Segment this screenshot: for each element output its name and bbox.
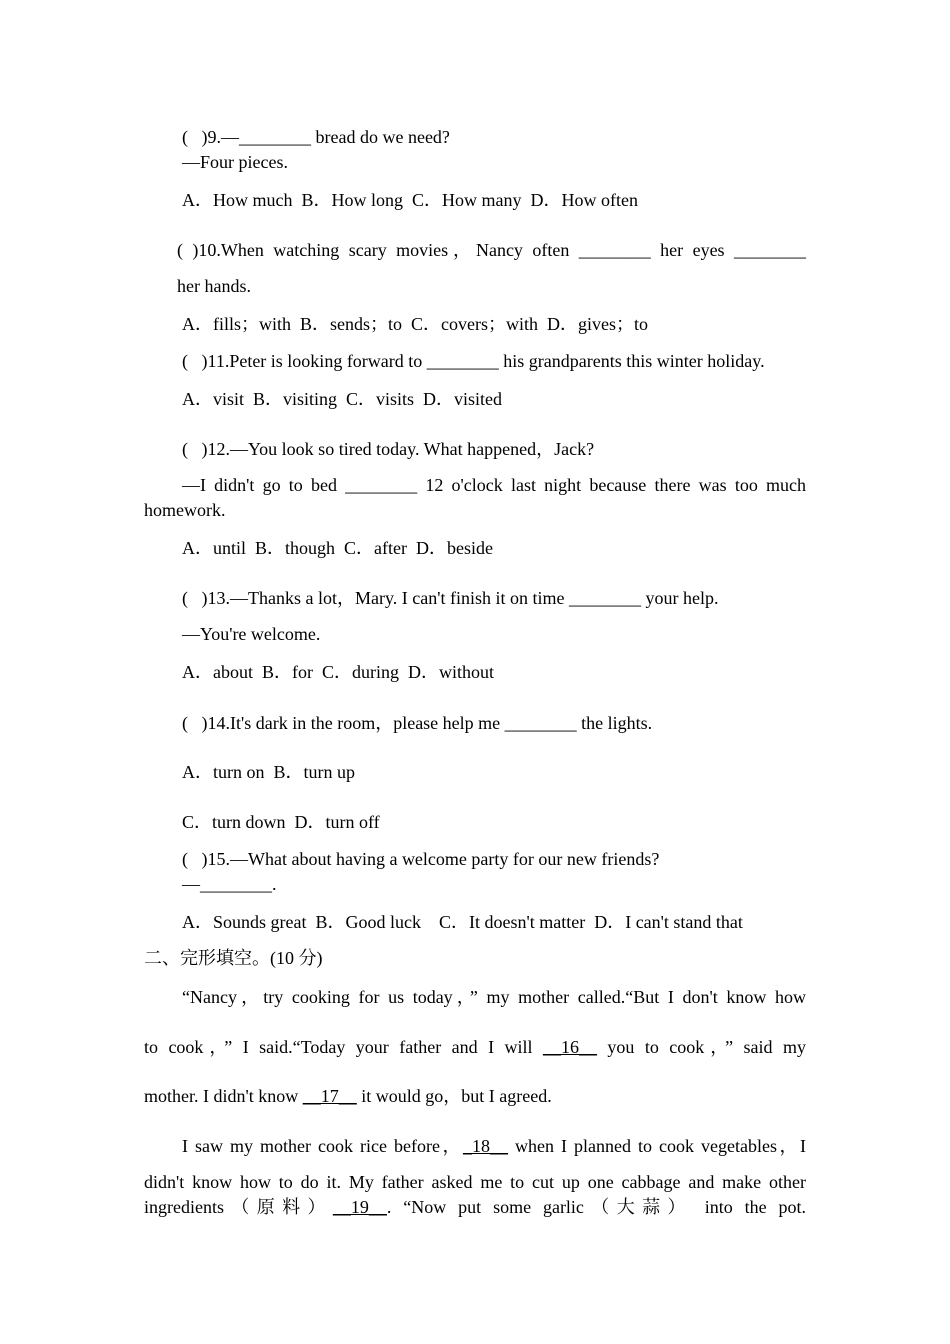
blank-19: __19__ <box>332 1197 387 1217</box>
question-stem: ( )10.When watching scary movies，Nancy often ________ her eyes ________ <box>177 240 806 260</box>
cloze-paragraph-2-line-2: didn't know how to do it. My father asked me to cut up one cabbage and make other <box>144 1172 806 1192</box>
blank-17: __17__ <box>302 1086 357 1106</box>
question-stem: ( )11.Peter is looking forward to ________ his grandparents this winter holiday. <box>182 351 765 371</box>
question-options: A．about B．for C．during D．without <box>182 662 494 682</box>
cloze-text: it would go，but I agreed. <box>356 1086 552 1106</box>
question-answer-continued: homework. <box>144 500 226 520</box>
blank-18: _18__ <box>463 1136 508 1156</box>
question-answer: —Four pieces. <box>182 152 288 172</box>
question-stem: ( )14.It's dark in the room，please help me ________ the lights. <box>182 713 653 733</box>
cloze-paragraph-1-line-2 <box>144 1036 806 1058</box>
question-answer: —You're welcome. <box>182 624 321 644</box>
question-options: A．How much B．How long C．How many D．How often <box>182 190 638 210</box>
cloze-text: you to cook，” said my <box>596 1037 806 1057</box>
question-options: A．until B．though C．after D．beside <box>182 538 493 558</box>
section-heading: 二、完形填空。(10 分) <box>144 948 323 968</box>
question-options: A．turn on B．turn up <box>182 762 355 782</box>
cloze-text: I saw my mother cook rice before， <box>182 1136 463 1156</box>
cloze-text: . “Now put some garlic（大蒜） into the pot. <box>386 1197 807 1217</box>
question-stem: ( )13.—Thanks a lot，Mary. I can't finish it on time ________ your help. <box>182 588 719 608</box>
cloze-text: when I planned to cook vegetables，I <box>508 1136 806 1156</box>
cloze-text: to cook，” I said.“Today your father and I will <box>144 1037 543 1057</box>
question-stem: ( )12.—You look so tired today. What happened，Jack? <box>182 439 595 459</box>
question-stem: ( )15.—What about having a welcome party for our new friends? <box>182 849 660 869</box>
cloze-text: ingredients（原料） <box>144 1197 333 1217</box>
question-answer: —I didn't go to bed ________ 12 o'clock last night because there was too much <box>182 475 806 495</box>
cloze-text: mother. I didn't know <box>144 1086 303 1106</box>
question-stem-continued: her hands. <box>177 276 251 296</box>
cloze-paragraph-2-line-1 <box>182 1135 806 1157</box>
cloze-paragraph-1-line-1: “Nancy，try cooking for us today，” my mother called.“But I don't know how <box>182 987 806 1007</box>
question-options: A．visit B．visiting C．visits D．visited <box>182 389 503 409</box>
question-options-continued: C．turn down D．turn off <box>182 812 380 832</box>
question-stem: ( )9.—________ bread do we need? <box>182 127 450 147</box>
cloze-paragraph-1-line-3 <box>144 1085 552 1107</box>
question-options: A．fills；with B．sends；to C．covers；with D．gives；to <box>182 314 648 334</box>
question-answer: —________. <box>182 874 277 894</box>
blank-16: __16__ <box>542 1037 597 1057</box>
cloze-paragraph-2-line-3 <box>144 1196 806 1218</box>
question-options: A．Sounds great B．Good luck C．It doesn't matter D．I can't stand that <box>182 912 743 932</box>
